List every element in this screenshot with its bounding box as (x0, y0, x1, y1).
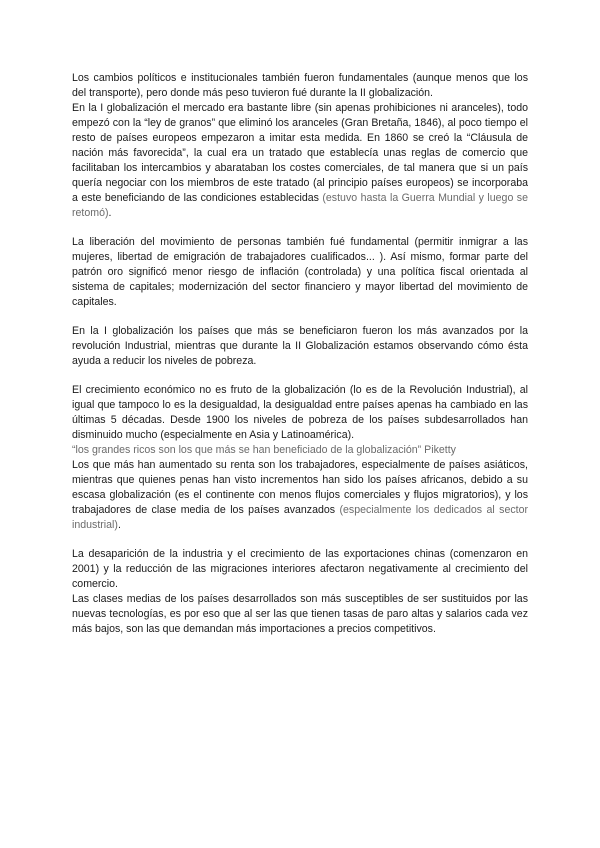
paragraph-economic-growth: El crecimiento económico no es fruto de la globalización (lo es de la Revolución Industrial), al igual que tampoco lo es la desigualdad, la desigualdad entre países apenas ha cambiado en las últimas 5 décadas. Desde 1900 los niveles de pobreza de los países subdesarrollados han disminuido mucho (especialmente en Asia y Latinoamérica). (72, 384, 528, 441)
document-page (72, 71, 528, 637)
paragraph-spacer (72, 221, 528, 235)
paragraph-political-changes: Los cambios políticos e institucionales también fueron fundamentales (aunque menos que los del transporte), pero donde más peso tuvieron fué durante la II globalización. (72, 72, 528, 99)
paragraph-spacer (72, 533, 528, 547)
paragraph-people-movement: La liberación del movimiento de personas también fué fundamental (permitir inmigrar a las mujeres, libertad de emigración de trabajadores cualificados... ). Así mismo, formar parte del patrón oro significó menor riesgo de inflación (controlada) y una política fiscal orientada al sistema de capitales; modernización del sector financiero y mayor libertad del movimiento de capitales. (72, 236, 528, 308)
paragraph-note: (estuvo hasta la Guerra Mundial y luego se retomó) (72, 192, 528, 219)
paragraph-spacer (72, 310, 528, 324)
paragraph-middle-classes: Las clases medias de los países desarrollados son más susceptibles de ser sustituidos por las nuevas tecnologías, es por eso que al ser las que tienen tasas de paro altas y salarios cada vez más bajos, son las que demandan más importaciones a precios competitivos. (72, 593, 528, 635)
paragraph-first-globalization: En la I globalización el mercado era bastante libre (sin apenas prohibiciones ni aranceles), todo empezó con la “ley de granos” que eliminó los aranceles (Gran Bretaña, 1846), al poco tiempo el resto de países europeos empezaron a imitar esta medida. En 1860 se creó la “Cláusula de nación más favorecida”, la cual era un tratado que establecía unas reglas de comercio que facilitaban los intercambios y abarataban los costes comerciales, de tal manera que si un país quería negociar con los miembros de este tratado (al principio países europeos) se incorporaba a este beneficiando de las condiciones establecidas (estuvo hasta la Guerra Mundial y luego se retomó). (72, 102, 528, 219)
quote-piketty: “los grandes ricos son los que más se han beneficiado de la globalización” Piketty (72, 444, 456, 456)
paragraph-note: (especialmente los dedicados al sector industrial) (72, 504, 528, 531)
paragraph-beneficiaries: En la I globalización los países que más se beneficiaron fueron los más avanzados por la revolución Industrial, mientras que durante la II Globalización estamos observando cómo ésta ayuda a reducir los niveles de pobreza. (72, 325, 528, 367)
paragraph-income-growth: Los que más han aumentado su renta son los trabajadores, especialmente de países asiáticos, mientras que quienes penas han visto incrementos han sido los países africanos, debido a su escasa globalización (es el continente con menos flujos comerciales y flujos migratorios), y los trabajadores de clase media de los países avanzados (especialmente los dedicados al sector industrial). (72, 459, 528, 531)
paragraph-industry-decline: La desaparición de la industria y el crecimiento de las exportaciones chinas (comenzaron en 2001) y la reducción de las migraciones interiores afectaron negativamente al crecimiento del comercio. (72, 548, 528, 590)
paragraph-spacer (72, 369, 528, 383)
